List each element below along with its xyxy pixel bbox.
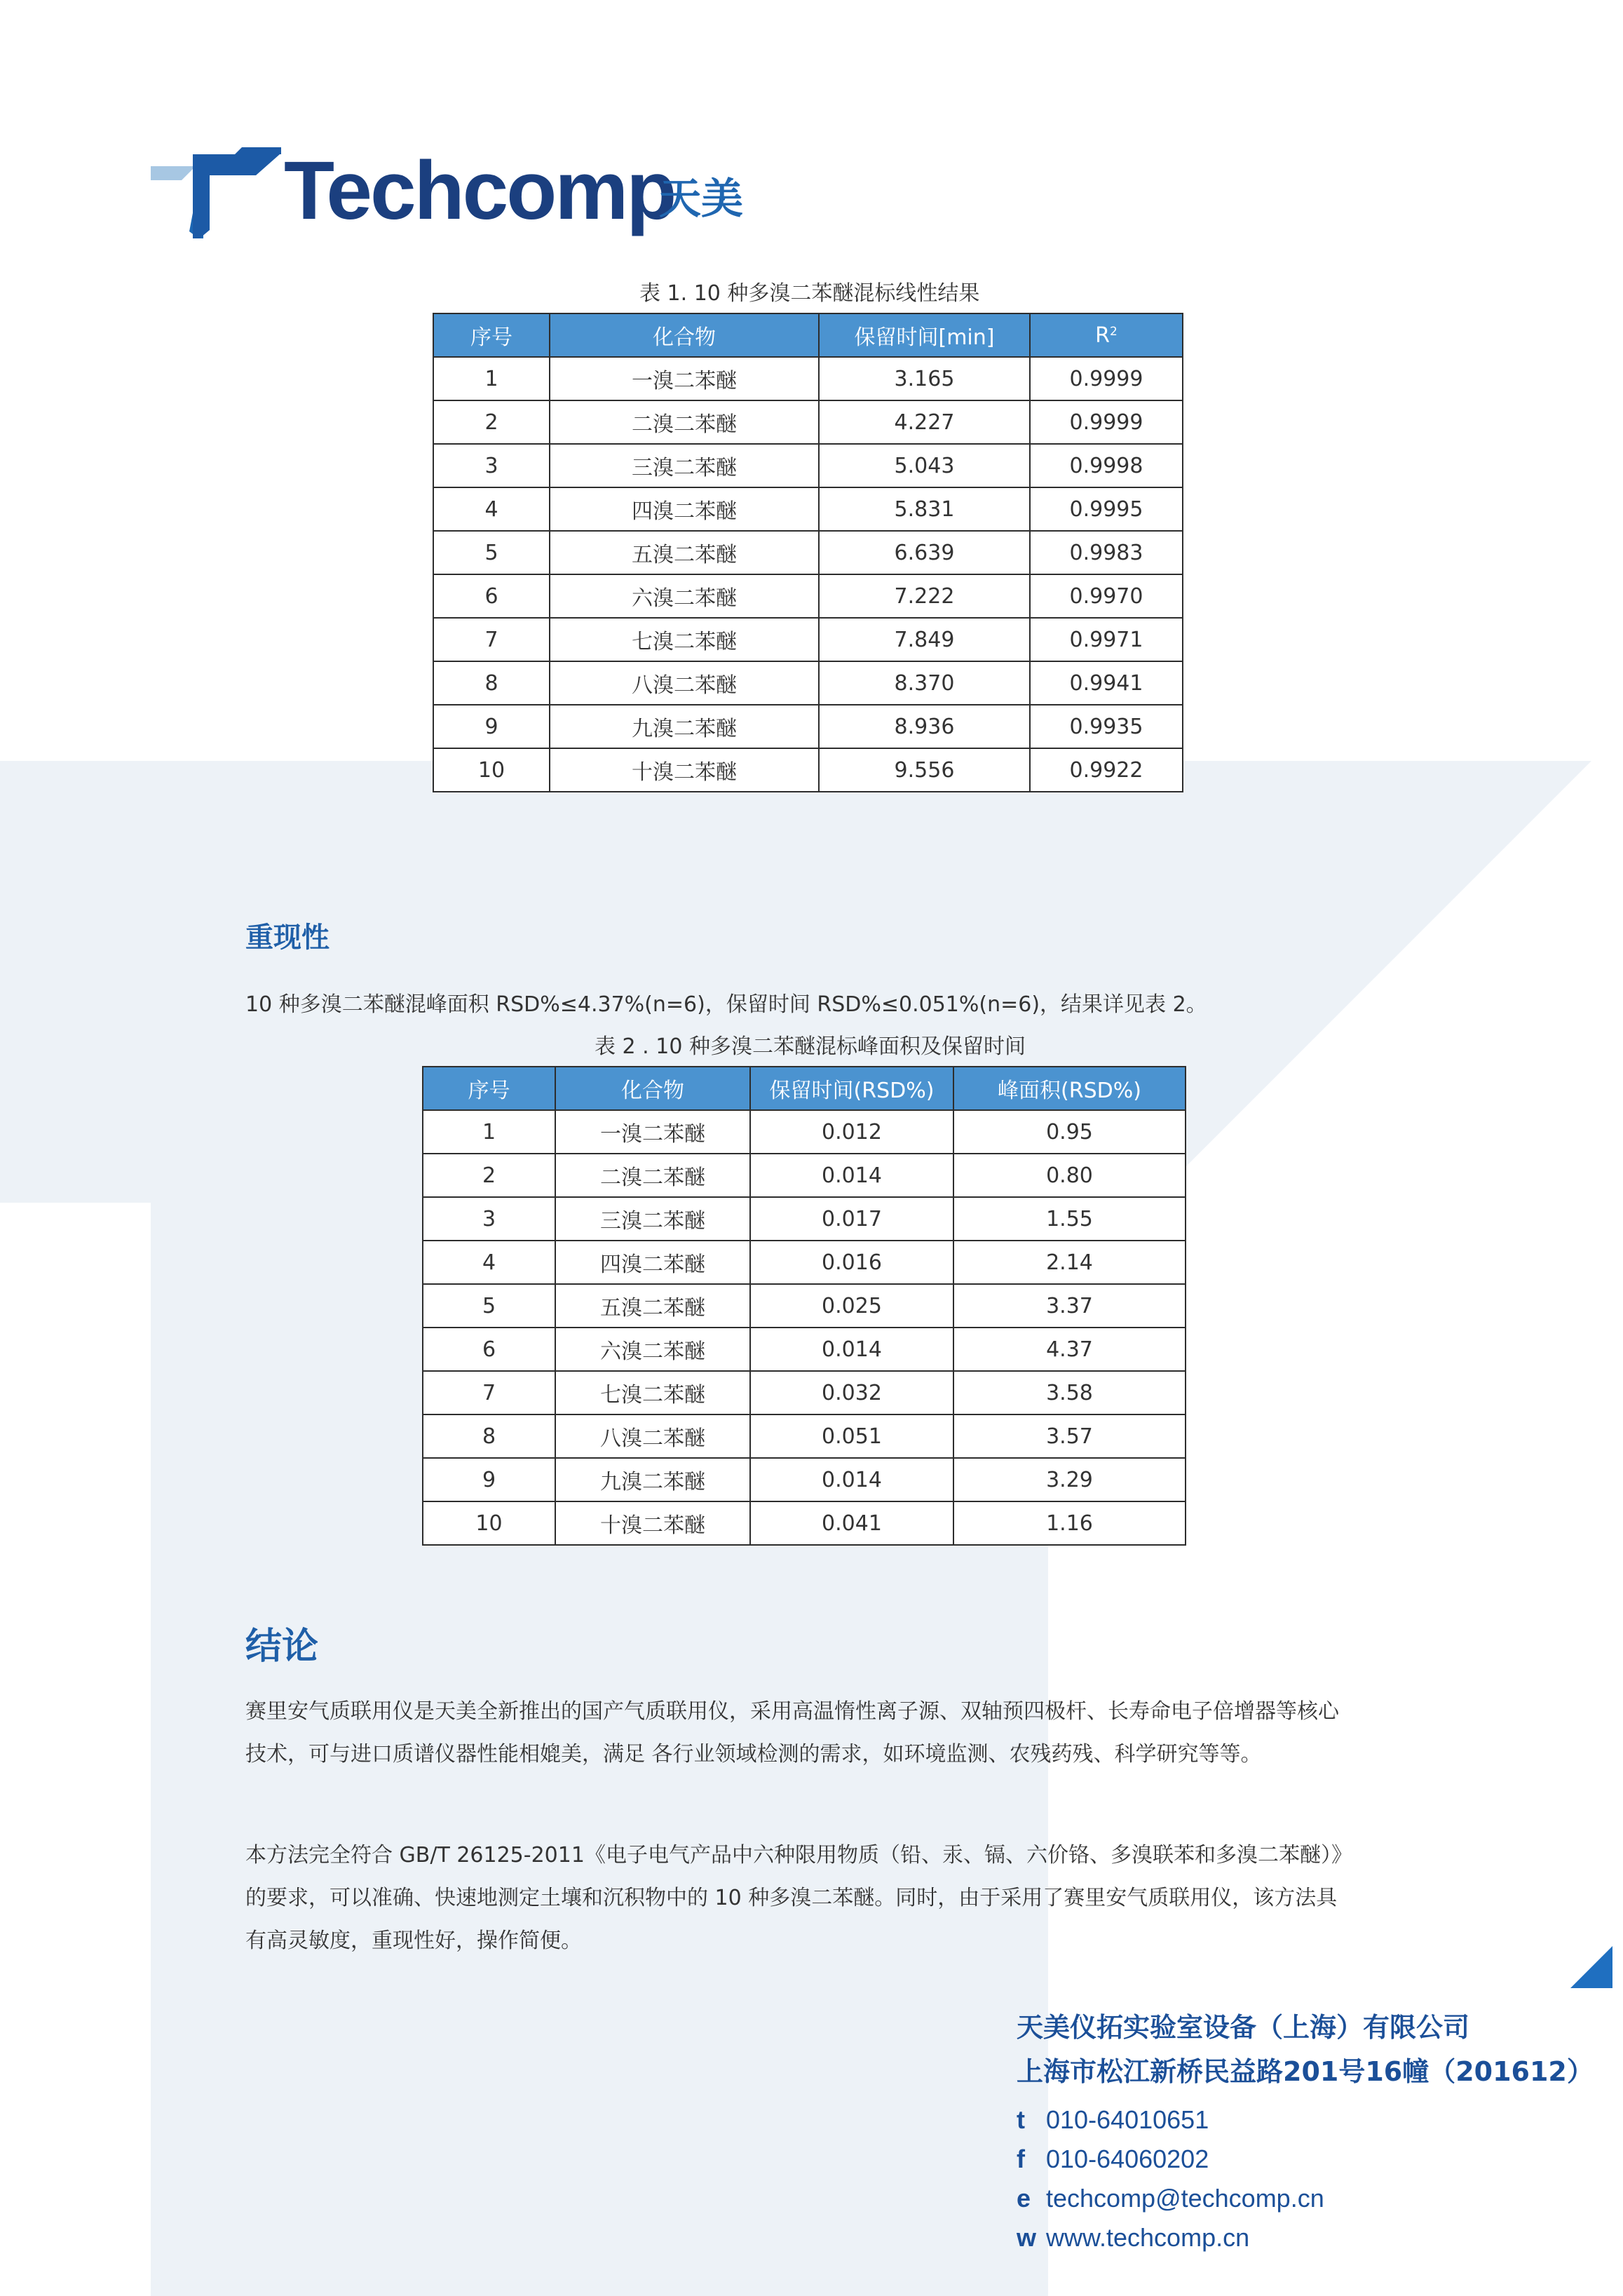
cell-index: 5 <box>433 531 550 574</box>
cell-compound: 四溴二苯醚 <box>555 1241 750 1284</box>
cell-compound: 三溴二苯醚 <box>555 1197 750 1241</box>
footer-fax: f 010-64060202 <box>1017 2145 1209 2173</box>
cell-retention-rsd: 0.025 <box>750 1284 953 1328</box>
table-row <box>433 705 1183 748</box>
col-header-compound: 化合物 <box>550 313 819 357</box>
cell-retention-time: 3.165 <box>819 357 1030 400</box>
table-row <box>433 531 1183 574</box>
logo-wordmark: Techcomp <box>284 144 675 237</box>
cell-r-squared: 0.9998 <box>1030 444 1183 487</box>
cell-r-squared: 0.9995 <box>1030 487 1183 531</box>
cell-compound: 一溴二苯醚 <box>550 357 819 400</box>
conclusion-p1-line1: 赛里安气质联用仪是天美全新推出的国产气质联用仪，采用高温惰性离子源、双轴预四极杆、长寿命电子倍增器等核心 <box>245 1699 1339 1724</box>
cell-area-rsd: 1.16 <box>953 1501 1186 1545</box>
footer-email[interactable]: e techcomp@techcomp.cn <box>1017 2184 1324 2213</box>
cell-area-rsd: 4.37 <box>953 1328 1186 1371</box>
table-row <box>433 661 1183 705</box>
table-row <box>423 1154 1186 1197</box>
cell-index: 9 <box>423 1458 555 1501</box>
footer-phone: t 010-64010651 <box>1017 2105 1209 2134</box>
cell-retention-time: 7.849 <box>819 618 1030 661</box>
cell-compound: 五溴二苯醚 <box>555 1284 750 1328</box>
cell-retention-time: 8.936 <box>819 705 1030 748</box>
cell-index: 1 <box>433 357 550 400</box>
cell-compound: 三溴二苯醚 <box>550 444 819 487</box>
cell-compound: 七溴二苯醚 <box>555 1371 750 1414</box>
cell-r-squared: 0.9922 <box>1030 748 1183 792</box>
cell-compound: 十溴二苯醚 <box>555 1501 750 1545</box>
conclusion-heading: 结论 <box>245 1626 319 1668</box>
cell-r-squared: 0.9983 <box>1030 531 1183 574</box>
cell-compound: 九溴二苯醚 <box>550 705 819 748</box>
cell-retention-rsd: 0.014 <box>750 1328 953 1371</box>
cell-r-squared: 0.9941 <box>1030 661 1183 705</box>
cell-retention-time: 6.639 <box>819 531 1030 574</box>
cell-r-squared: 0.9971 <box>1030 618 1183 661</box>
col-header-index: 序号 <box>423 1067 555 1110</box>
logo-chinese-name: 天美 <box>659 175 743 224</box>
cell-compound: 八溴二苯醚 <box>550 661 819 705</box>
cell-index: 5 <box>423 1284 555 1328</box>
table-row <box>423 1241 1186 1284</box>
table-row <box>433 400 1183 444</box>
cell-retention-rsd: 0.017 <box>750 1197 953 1241</box>
cell-compound: 九溴二苯醚 <box>555 1458 750 1501</box>
cell-area-rsd: 3.57 <box>953 1414 1186 1458</box>
cell-area-rsd: 0.80 <box>953 1154 1186 1197</box>
table-row <box>423 1501 1186 1545</box>
table-row <box>433 618 1183 661</box>
footer-address: 上海市松江新桥民益路201号16幢（201612） <box>1017 2056 1594 2087</box>
cell-compound: 六溴二苯醚 <box>555 1328 750 1371</box>
cell-retention-time: 7.222 <box>819 574 1030 618</box>
table-header-row <box>423 1067 1186 1110</box>
table-row <box>423 1414 1186 1458</box>
cell-index: 10 <box>433 748 550 792</box>
cell-index: 10 <box>423 1501 555 1545</box>
cell-index: 2 <box>433 400 550 444</box>
logo-mark-icon <box>151 147 284 238</box>
cell-retention-rsd: 0.012 <box>750 1110 953 1154</box>
cell-compound: 十溴二苯醚 <box>550 748 819 792</box>
cell-area-rsd: 3.29 <box>953 1458 1186 1501</box>
cell-retention-time: 5.043 <box>819 444 1030 487</box>
col-header-r-squared: $R^2$ <box>1030 313 1183 357</box>
cell-index: 6 <box>433 574 550 618</box>
table-row <box>433 574 1183 618</box>
col-header-retention-rsd: 保留时间(RSD%) <box>750 1067 953 1110</box>
table-row <box>423 1284 1186 1328</box>
col-header-compound: 化合物 <box>555 1067 750 1110</box>
reproducibility-text: 10 种多溴二苯醚混峰面积 RSD%≤4.37%(n=6)，保留时间 RSD%≤0.051%(n=6)，结果详见表 2。 <box>245 992 1207 1017</box>
rsd-table <box>422 1066 1186 1546</box>
cell-compound: 二溴二苯醚 <box>555 1154 750 1197</box>
cell-index: 6 <box>423 1328 555 1371</box>
cell-retention-rsd: 0.051 <box>750 1414 953 1458</box>
cell-compound: 二溴二苯醚 <box>550 400 819 444</box>
footer-website[interactable]: w www.techcomp.cn <box>1017 2223 1250 2252</box>
table-row <box>423 1371 1186 1414</box>
table-row <box>423 1458 1186 1501</box>
table-row <box>433 357 1183 400</box>
footer-company-name: 天美仪拓实验室设备（上海）有限公司 <box>1017 2012 1470 2043</box>
cell-compound: 五溴二苯醚 <box>550 531 819 574</box>
cell-area-rsd: 3.37 <box>953 1284 1186 1328</box>
table-row <box>433 748 1183 792</box>
cell-area-rsd: 2.14 <box>953 1241 1186 1284</box>
col-header-index: 序号 <box>433 313 550 357</box>
cell-r-squared: 0.9999 <box>1030 400 1183 444</box>
table-header-row <box>433 313 1183 357</box>
cell-r-squared: 0.9999 <box>1030 357 1183 400</box>
cell-retention-rsd: 0.032 <box>750 1371 953 1414</box>
conclusion-p1-line2: 技术，可与进口质谱仪器性能相媲美，满足 各行业领域检测的需求，如环境监测、农残药残、科学研究等等。 <box>245 1742 1262 1767</box>
cell-retention-rsd: 0.041 <box>750 1501 953 1545</box>
cell-r-squared: 0.9970 <box>1030 574 1183 618</box>
cell-compound: 四溴二苯醚 <box>550 487 819 531</box>
cell-index: 9 <box>433 705 550 748</box>
cell-area-rsd: 1.55 <box>953 1197 1186 1241</box>
footer-contact-block <box>1017 2006 1594 2255</box>
table-row <box>423 1328 1186 1371</box>
col-header-retention-time: 保留时间[min] <box>819 313 1030 357</box>
cell-retention-rsd: 0.014 <box>750 1458 953 1501</box>
conclusion-p2-line3: 有高灵敏度，重现性好，操作简便。 <box>245 1929 582 1953</box>
cell-index: 3 <box>433 444 550 487</box>
cell-compound: 一溴二苯醚 <box>555 1110 750 1154</box>
cell-index: 8 <box>423 1414 555 1458</box>
cell-area-rsd: 0.95 <box>953 1110 1186 1154</box>
reproducibility-heading: 重现性 <box>245 921 330 954</box>
cell-compound: 六溴二苯醚 <box>550 574 819 618</box>
table1-caption: 表 1. 10 种多溴二苯醚混标线性结果 <box>639 281 980 306</box>
cell-index: 4 <box>423 1241 555 1284</box>
cell-retention-rsd: 0.016 <box>750 1241 953 1284</box>
linearity-table <box>433 313 1183 792</box>
col-header-area-rsd: 峰面积(RSD%) <box>953 1067 1186 1110</box>
cell-area-rsd: 3.58 <box>953 1371 1186 1414</box>
table-row <box>433 444 1183 487</box>
cell-index: 2 <box>423 1154 555 1197</box>
cell-retention-rsd: 0.014 <box>750 1154 953 1197</box>
cell-r-squared: 0.9935 <box>1030 705 1183 748</box>
cell-compound: 八溴二苯醚 <box>555 1414 750 1458</box>
cell-retention-time: 5.831 <box>819 487 1030 531</box>
table2-caption: 表 2 . 10 种多溴二苯醚混标峰面积及保留时间 <box>595 1034 1026 1059</box>
cell-index: 7 <box>433 618 550 661</box>
cell-compound: 七溴二苯醚 <box>550 618 819 661</box>
cell-index: 8 <box>433 661 550 705</box>
cell-index: 1 <box>423 1110 555 1154</box>
cell-index: 4 <box>433 487 550 531</box>
conclusion-p2-line1: 本方法完全符合 GB/T 26125-2011《电子电气产品中六种限用物质（铅、汞、镉、六价铬、多溴联苯和多溴二苯醚）》 <box>245 1843 1352 1868</box>
conclusion-p2-line2: 的要求，可以准确、快速地测定土壤和沉积物中的 10 种多溴二苯醚。同时，由于采用了赛里安气质联用仪，该方法具 <box>245 1886 1338 1910</box>
table-row <box>423 1110 1186 1154</box>
table-row <box>423 1197 1186 1241</box>
table-row <box>433 487 1183 531</box>
cell-retention-time: 8.370 <box>819 661 1030 705</box>
cell-index: 3 <box>423 1197 555 1241</box>
cell-index: 7 <box>423 1371 555 1414</box>
cell-retention-time: 9.556 <box>819 748 1030 792</box>
cell-retention-time: 4.227 <box>819 400 1030 444</box>
